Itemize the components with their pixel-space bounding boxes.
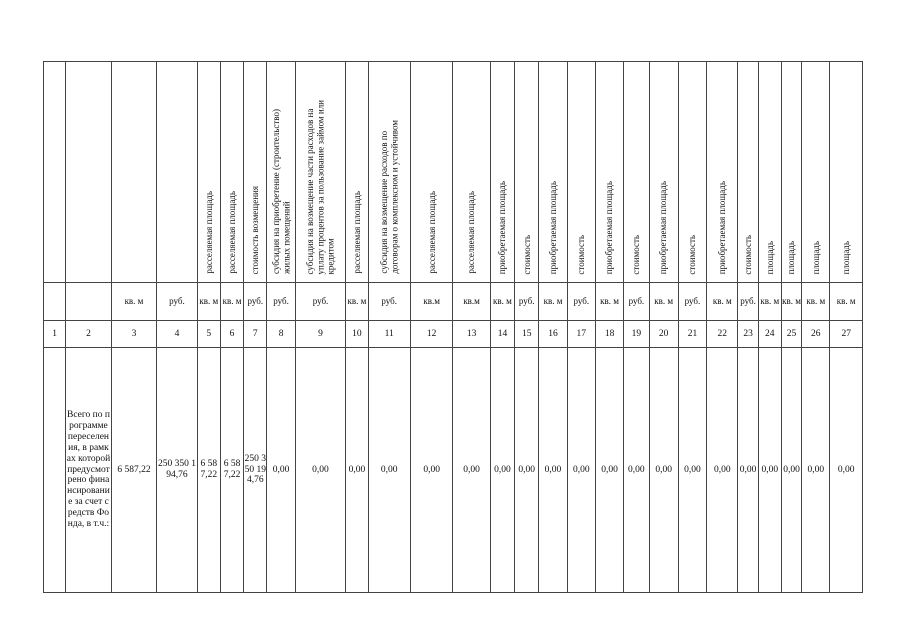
header-label: площадь xyxy=(841,240,852,275)
header-label xyxy=(53,270,57,278)
column-number-cell: 17 xyxy=(567,321,595,348)
value-cell: 0,00 xyxy=(649,348,678,593)
column-number-cell: 3 xyxy=(111,321,157,348)
header-label xyxy=(175,270,179,278)
value-cell: 0,00 xyxy=(595,348,623,593)
header-cell xyxy=(220,62,243,283)
column-number-cell: 22 xyxy=(707,321,738,348)
unit-cell: кв.м xyxy=(410,283,452,321)
header-cell xyxy=(595,62,623,283)
unit-cell xyxy=(66,283,112,321)
unit-cell: кв. м xyxy=(802,283,830,321)
header-label: приобретаемая площадь xyxy=(658,180,669,275)
header-cell xyxy=(567,62,595,283)
unit-cell: руб. xyxy=(567,283,595,321)
header-cell xyxy=(738,62,758,283)
column-number-cell: 20 xyxy=(649,321,678,348)
unit-cell: кв. м xyxy=(758,283,781,321)
value-cell: 6 587,22 xyxy=(220,348,243,593)
column-number-cell: 5 xyxy=(197,321,220,348)
header-cell xyxy=(368,62,410,283)
header-label: приобретаемая площадь xyxy=(717,180,728,275)
header-cell xyxy=(244,62,267,283)
row-label-cell: Всего по программе переселения, в рамках которой предусмотрено финансирование за счет средств Фонда, в т.ч.: xyxy=(66,348,112,593)
unit-cell: руб. xyxy=(267,283,295,321)
header-label: стоимость xyxy=(687,234,698,275)
header-cell xyxy=(649,62,678,283)
unit-cell: руб. xyxy=(738,283,758,321)
header-label: площадь xyxy=(764,240,775,275)
unit-cell: руб. xyxy=(624,283,649,321)
header-cell xyxy=(346,62,368,283)
unit-cell: кв. м xyxy=(707,283,738,321)
header-cell xyxy=(781,62,801,283)
header-label: площадь xyxy=(810,240,821,275)
unit-cell: кв. м xyxy=(595,283,623,321)
unit-cell: кв. м xyxy=(649,283,678,321)
column-number-cell: 25 xyxy=(781,321,801,348)
program-table xyxy=(43,61,863,593)
value-cell: 0,00 xyxy=(490,348,514,593)
value-cell: 6 587,22 xyxy=(197,348,220,593)
column-number-cell: 24 xyxy=(758,321,781,348)
unit-cell: руб. xyxy=(515,283,539,321)
unit-cell: кв. м xyxy=(346,283,368,321)
header-cell xyxy=(111,62,157,283)
unit-cell: руб. xyxy=(678,283,706,321)
value-cell: 0,00 xyxy=(267,348,295,593)
header-label: стоимость xyxy=(521,234,532,275)
value-cell: 0,00 xyxy=(830,348,863,593)
header-label: стоимость xyxy=(742,234,753,275)
header-label: расселяемая площадь xyxy=(203,191,214,275)
header-label: субсидия на возмещение части расходов на уплату процентов за пользование займом или кредитом xyxy=(304,99,336,275)
header-cell xyxy=(295,62,346,283)
column-number-cell: 27 xyxy=(830,321,863,348)
header-cell xyxy=(539,62,567,283)
header-label: стоимость xyxy=(576,234,587,275)
unit-cell: руб. xyxy=(244,283,267,321)
unit-cell: кв. м xyxy=(220,283,243,321)
header-label: расселяемая площадь xyxy=(226,191,237,275)
column-number-cell: 2 xyxy=(66,321,112,348)
unit-cell: руб. xyxy=(368,283,410,321)
unit-cell: кв. м xyxy=(490,283,514,321)
table-row xyxy=(44,348,863,593)
header-label: субсидия на возмещение расходов по договорам о комплексном и устойчивом xyxy=(378,120,400,275)
unit-cell: кв.м xyxy=(453,283,490,321)
column-number-cell: 14 xyxy=(490,321,514,348)
column-number-row xyxy=(44,321,863,348)
header-cell xyxy=(802,62,830,283)
unit-cell: кв. м xyxy=(539,283,567,321)
value-cell: 6 587,22 xyxy=(111,348,157,593)
unit-cell: кв. м xyxy=(781,283,801,321)
value-cell: 0,00 xyxy=(802,348,830,593)
unit-cell: кв. м xyxy=(830,283,863,321)
column-number-cell: 10 xyxy=(346,321,368,348)
header-cell xyxy=(66,62,112,283)
value-cell: 0,00 xyxy=(567,348,595,593)
header-cell xyxy=(490,62,514,283)
header-label: расселяемая площадь xyxy=(426,191,437,275)
header-cell xyxy=(830,62,863,283)
column-number-cell: 15 xyxy=(515,321,539,348)
units-row xyxy=(44,283,863,321)
value-cell: 0,00 xyxy=(678,348,706,593)
unit-cell: руб. xyxy=(157,283,197,321)
value-cell: 0,00 xyxy=(368,348,410,593)
column-number-cell: 9 xyxy=(295,321,346,348)
header-cell xyxy=(678,62,706,283)
value-cell: 0,00 xyxy=(624,348,649,593)
header-label: субсидия на приобретение (строительство) жилых помещений xyxy=(270,109,292,275)
column-number-cell: 21 xyxy=(678,321,706,348)
value-cell xyxy=(44,348,66,593)
unit-cell xyxy=(44,283,66,321)
header-cell xyxy=(758,62,781,283)
header-label: приобретаемая площадь xyxy=(604,180,615,275)
value-cell: 0,00 xyxy=(758,348,781,593)
value-cell: 250 350 194,76 xyxy=(157,348,197,593)
column-number-cell: 11 xyxy=(368,321,410,348)
value-cell: 0,00 xyxy=(781,348,801,593)
value-cell: 0,00 xyxy=(738,348,758,593)
column-number-cell: 16 xyxy=(539,321,567,348)
unit-cell: кв. м xyxy=(197,283,220,321)
header-cell xyxy=(410,62,452,283)
value-cell: 0,00 xyxy=(515,348,539,593)
value-cell: 0,00 xyxy=(707,348,738,593)
header-label: расселяемая площадь xyxy=(351,191,362,275)
header-cell xyxy=(44,62,66,283)
value-cell: 0,00 xyxy=(346,348,368,593)
column-number-cell: 6 xyxy=(220,321,243,348)
column-number-cell: 7 xyxy=(244,321,267,348)
header-row xyxy=(44,62,863,283)
header-cell xyxy=(624,62,649,283)
value-cell: 250 350 194,76 xyxy=(244,348,267,593)
header-cell xyxy=(197,62,220,283)
header-label: приобретаемая площадь xyxy=(547,180,558,275)
header-label: площадь xyxy=(786,240,797,275)
column-number-cell: 13 xyxy=(453,321,490,348)
column-number-cell: 1 xyxy=(44,321,66,348)
value-cell: 0,00 xyxy=(410,348,452,593)
header-label: стоимость xyxy=(631,234,642,275)
header-label: приобретаемая площадь xyxy=(497,180,508,275)
column-number-cell: 4 xyxy=(157,321,197,348)
header-label xyxy=(132,270,136,278)
column-number-cell: 23 xyxy=(738,321,758,348)
column-number-cell: 12 xyxy=(410,321,452,348)
column-number-cell: 26 xyxy=(802,321,830,348)
value-cell: 0,00 xyxy=(295,348,346,593)
header-cell xyxy=(157,62,197,283)
column-number-cell: 8 xyxy=(267,321,295,348)
unit-cell: руб. xyxy=(295,283,346,321)
column-number-cell: 18 xyxy=(595,321,623,348)
header-cell xyxy=(515,62,539,283)
header-cell xyxy=(453,62,490,283)
header-cell xyxy=(267,62,295,283)
value-cell: 0,00 xyxy=(453,348,490,593)
header-label xyxy=(86,270,90,278)
unit-cell: кв. м xyxy=(111,283,157,321)
header-label: расселяемая площадь xyxy=(466,191,477,275)
value-cell: 0,00 xyxy=(539,348,567,593)
column-number-cell: 19 xyxy=(624,321,649,348)
header-cell xyxy=(707,62,738,283)
header-label: стоимость возмещения xyxy=(250,185,261,275)
